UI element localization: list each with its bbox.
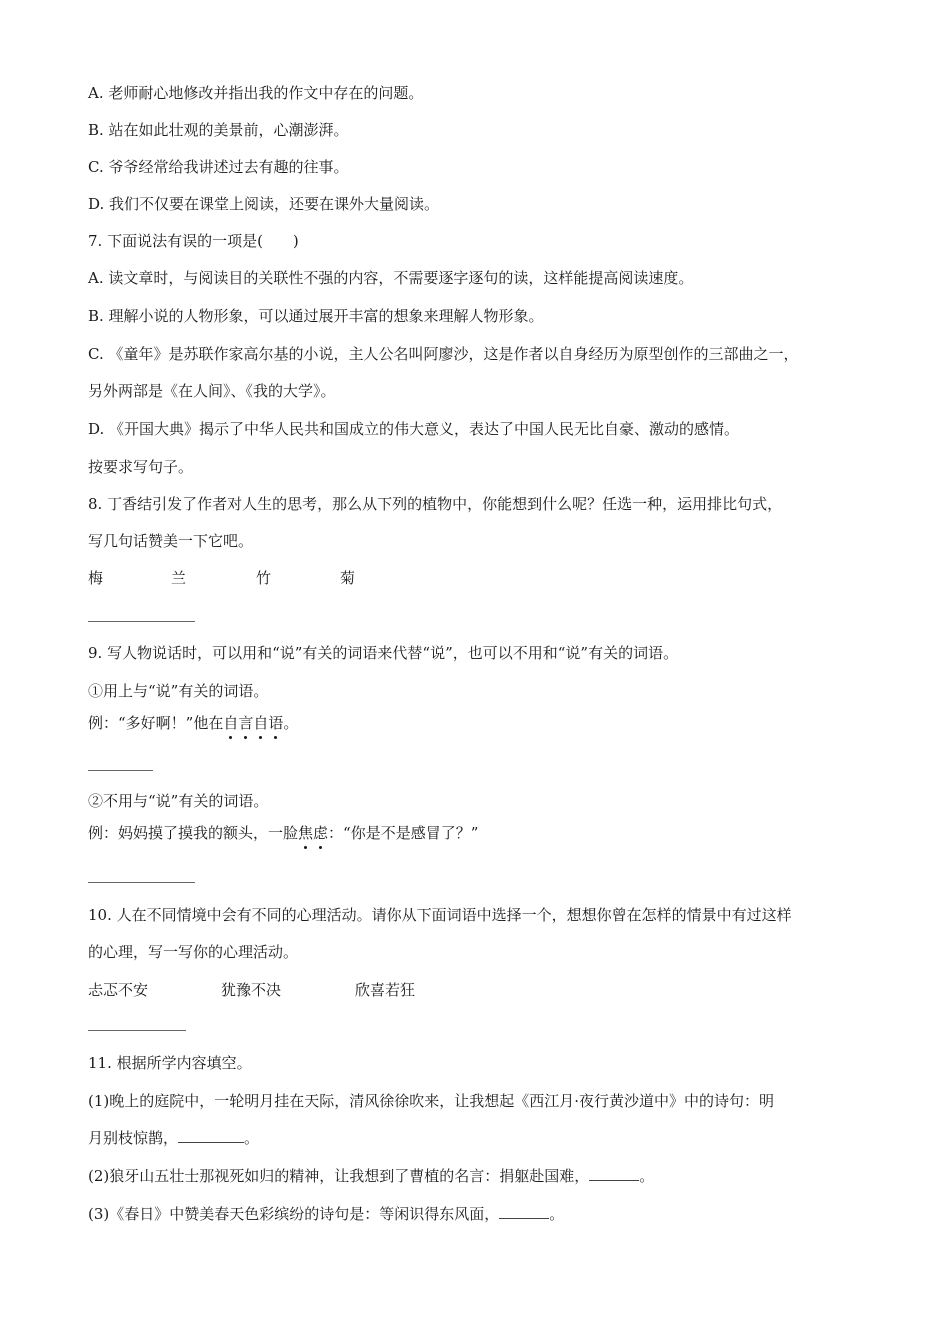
q9-part1: ①用上与“说”有关的词语。 <box>88 682 269 700</box>
q7-option-d: D. 《开国大典》揭示了中华人民共和国成立的伟大意义，表达了中国人民无比自豪、激动的感情。 <box>88 420 740 438</box>
q11-item3-text: (3)《春日》中赞美春天色彩缤纷的诗句是：等闲识得东风面， <box>88 1205 500 1223</box>
q9-part2: ②不用与“说”有关的词语。 <box>88 792 269 810</box>
q9-example2 <box>88 823 478 843</box>
emphasis-char: 自 <box>253 714 269 732</box>
q11-item2-end: 。 <box>639 1167 655 1185</box>
emphasis-char: 虑 <box>313 824 329 842</box>
plant-plum: 梅 <box>88 569 104 587</box>
q9-example1-end: 。 <box>283 714 299 732</box>
q11-item1-line2 <box>88 1128 259 1148</box>
emphasis-char: 言 <box>238 714 254 732</box>
word-option-2: 犹豫不决 <box>221 981 282 999</box>
q6-option-c: C. 爷爷经常给我讲述过去有趣的往事。 <box>88 158 349 176</box>
fill-blank-1[interactable] <box>178 1128 244 1143</box>
emphasis-char: 自 <box>223 714 239 732</box>
word-option-1: 忐忑不安 <box>88 981 149 999</box>
q9-example2-end: ：“你是不是感冒了？” <box>328 824 479 842</box>
q7-option-c-line1: C. 《童年》是苏联作家高尔基的小说，主人公名叫阿廖沙，这是作者以自身经历为原型创作的三部曲之一， <box>88 345 799 363</box>
q8-answer-line[interactable] <box>88 621 195 622</box>
fill-blank-3[interactable] <box>499 1204 549 1219</box>
q7-option-c-line2: 另外两部是《在人间》、《我的大学》。 <box>88 382 336 400</box>
section-heading: 按要求写句子。 <box>88 458 194 476</box>
plant-orchid: 兰 <box>171 569 187 587</box>
q9-stem: 9. 写人物说话时，可以用和“说”有关的词语来代替“说”，也可以不用和“说”有关的词语。 <box>88 644 679 662</box>
q10-answer-line[interactable] <box>88 1030 186 1031</box>
q9-answer-line-1[interactable] <box>88 770 153 771</box>
q9-example1-text: 例：“多好啊！”他在 <box>88 714 224 732</box>
q11-item1-end: 。 <box>244 1129 260 1147</box>
q8-stem-line2: 写几句话赞美一下它吧。 <box>88 532 254 550</box>
q6-option-b: B. 站在如此壮观的美景前，心潮澎湃。 <box>88 121 349 139</box>
q11-item2 <box>88 1166 654 1186</box>
q10-stem-line2: 的心理，写一写你的心理活动。 <box>88 943 299 961</box>
q8-stem-line1: 8. 丁香结引发了作者对人生的思考，那么从下列的植物中，你能想到什么呢？任选一种，运用排比句式， <box>88 495 783 513</box>
emphasis-char: 语 <box>268 714 284 732</box>
emphasis-char: 焦 <box>298 824 314 842</box>
q9-answer-line-2[interactable] <box>88 882 195 883</box>
q6-option-a: A. 老师耐心地修改并指出我的作文中存在的问题。 <box>88 84 424 102</box>
q11-item3-end: 。 <box>549 1205 565 1223</box>
q7-option-b: B. 理解小说的人物形象，可以通过展开丰富的想象来理解人物形象。 <box>88 307 544 325</box>
plant-bamboo: 竹 <box>256 569 272 587</box>
q10-stem-line1: 10. 人在不同情境中会有不同的心理活动。请你从下面词语中选择一个，想想你曾在怎样的情景中有过这样 <box>88 906 792 924</box>
q11-stem: 11. 根据所学内容填空。 <box>88 1054 252 1072</box>
q7-stem: 7. 下面说法有误的一项是( ) <box>88 232 299 250</box>
q11-item1-text: 月别枝惊鹊， <box>88 1129 179 1147</box>
q9-example1 <box>88 713 298 733</box>
q9-example2-text: 例：妈妈摸了摸我的额头，一脸 <box>88 824 299 842</box>
plant-chrysanthemum: 菊 <box>340 569 356 587</box>
q11-item2-text: (2)狼牙山五壮士那视死如归的精神，让我想到了曹植的名言：捐躯赴国难， <box>88 1167 590 1185</box>
q11-item3 <box>88 1204 564 1224</box>
q11-item1-line1: (1)晚上的庭院中，一轮明月挂在天际，清风徐徐吹来，让我想起《西江月·夜行黄沙道中》中的诗句：明 <box>88 1092 775 1110</box>
q6-option-d: D. 我们不仅要在课堂上阅读，还要在课外大量阅读。 <box>88 195 440 213</box>
word-option-3: 欣喜若狂 <box>355 981 416 999</box>
q7-option-a: A. 读文章时，与阅读目的关联性不强的内容，不需要逐字逐句的读，这样能提高阅读速度。 <box>88 269 694 287</box>
fill-blank-2[interactable] <box>589 1166 639 1181</box>
